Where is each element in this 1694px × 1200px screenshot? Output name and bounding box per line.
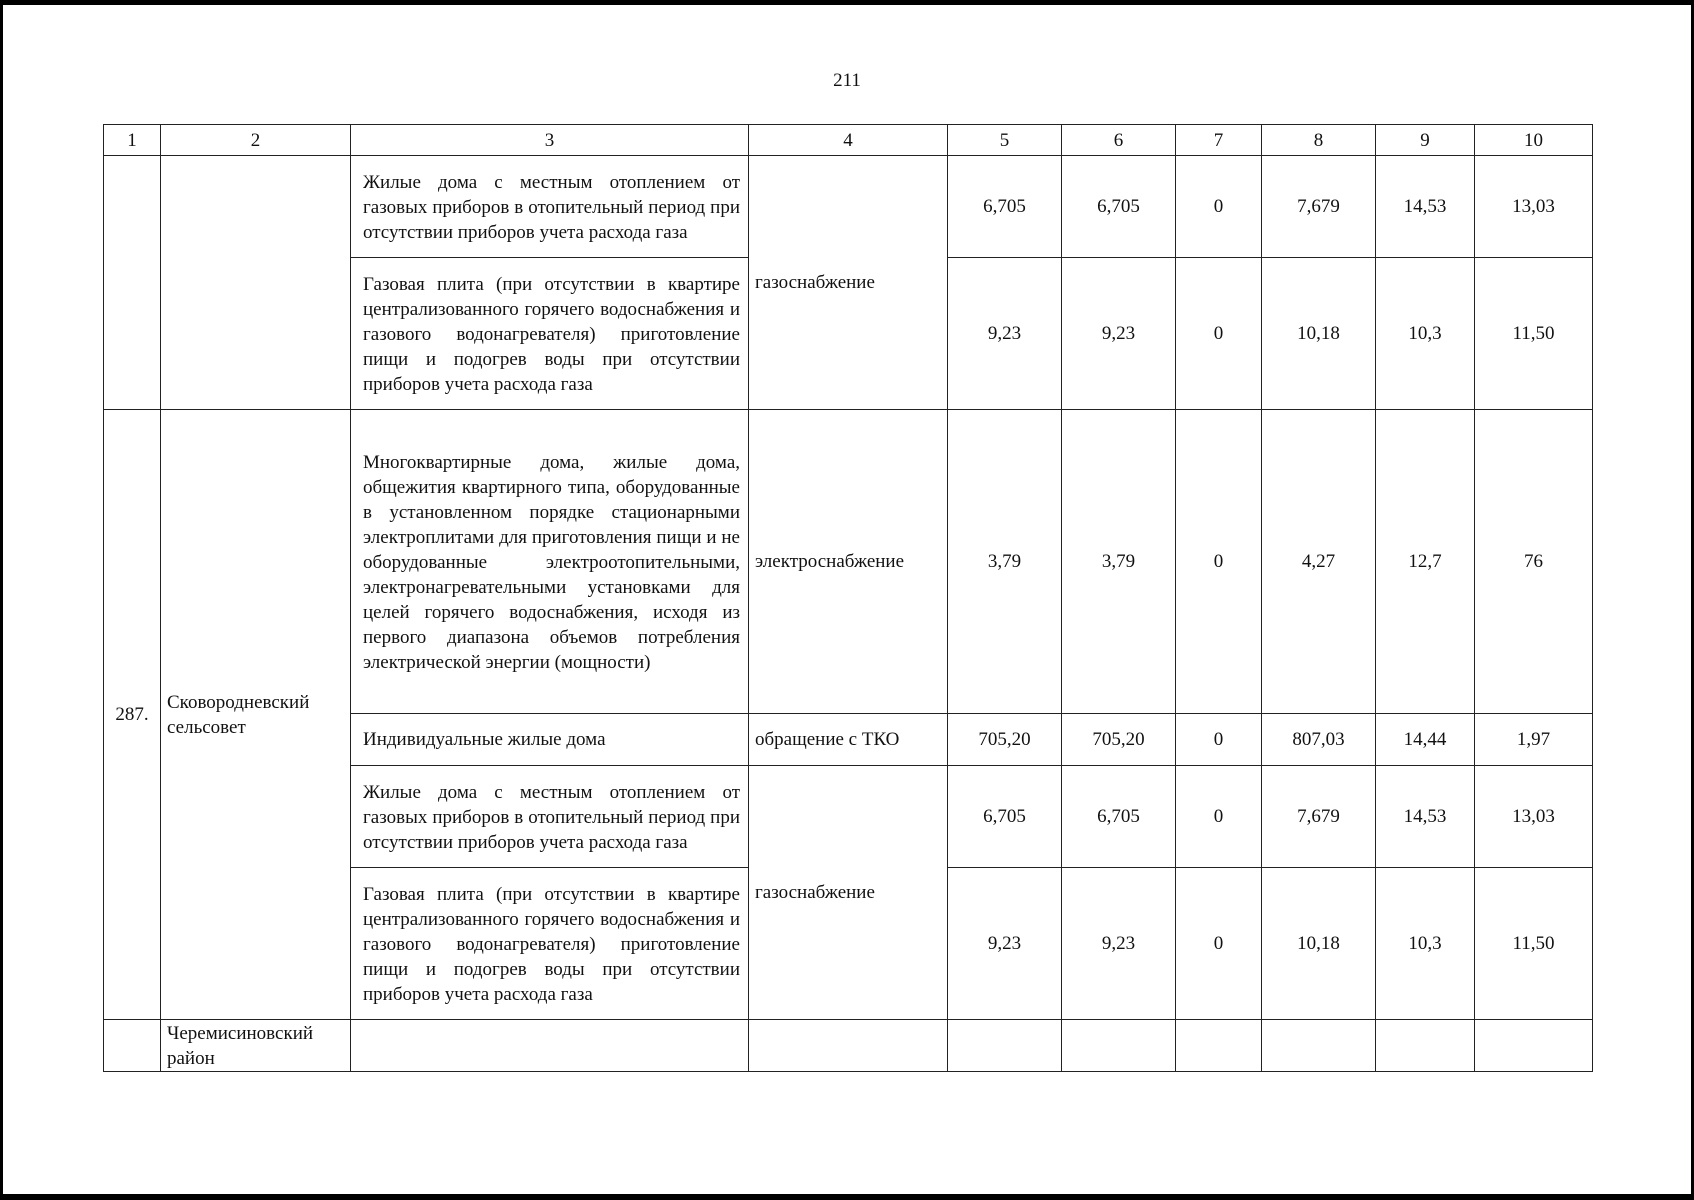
value-cell: 14,53 [1376,156,1475,258]
description-cell: Жилые дома с местным отоплением от газовых приборов в отопительный период при отсутствии приборов учета расхода газа [351,766,749,868]
municipality-cell: Сковородневский сельсовет [161,410,351,1020]
column-header: 2 [161,125,351,156]
description-cell: Газовая плита (при отсутствии в квартире централизованного горячего водоснабжения и газового водонагревателя) приготовление пищи и подогрев воды при отсутствии приборов учета расхода газа [351,258,749,410]
table-row [104,156,1593,258]
column-header: 9 [1376,125,1475,156]
value-cell: 0 [1176,410,1262,714]
value-cell: 807,03 [1262,714,1376,766]
value-cell: 7,679 [1262,766,1376,868]
value-cell: 9,23 [948,258,1062,410]
empty-cell [1475,1020,1593,1072]
column-header: 10 [1475,125,1593,156]
value-cell: 6,705 [948,156,1062,258]
value-cell: 3,79 [948,410,1062,714]
service-cell: электроснабжение [749,410,948,714]
empty-cell [1176,1020,1262,1072]
row-number-cell [104,156,161,410]
value-cell: 705,20 [1062,714,1176,766]
column-header: 4 [749,125,948,156]
value-cell: 11,50 [1475,868,1593,1020]
column-header: 8 [1262,125,1376,156]
value-cell: 10,3 [1376,258,1475,410]
service-cell: газоснабжение [749,766,948,1020]
value-cell: 13,03 [1475,156,1593,258]
value-cell: 0 [1176,258,1262,410]
row-number-cell [104,1020,161,1072]
value-cell: 9,23 [948,868,1062,1020]
description-cell: Многоквартирные дома, жилые дома, общежития квартирного типа, оборудованные в установленном порядке стационарными электроплитами для приготовления пищи и не оборудованные электроотопительными, электронагревательными установками для целей горячего водоснабжения, исходя из первого диапазона объемов потребления электрической энергии (мощности) [351,410,749,714]
district-cell: Черемисиновский район [161,1020,351,1072]
table-row [104,410,1593,714]
value-cell: 9,23 [1062,258,1176,410]
value-cell: 0 [1176,156,1262,258]
value-cell: 76 [1475,410,1593,714]
value-cell: 6,705 [1062,766,1176,868]
empty-cell [1062,1020,1176,1072]
value-cell: 9,23 [1062,868,1176,1020]
column-header: 1 [104,125,161,156]
description-cell: Индивидуальные жилые дома [351,714,749,766]
value-cell: 13,03 [1475,766,1593,868]
page-number: 211 [833,70,861,91]
column-header-row [104,125,1593,156]
column-header: 5 [948,125,1062,156]
value-cell: 11,50 [1475,258,1593,410]
column-header: 6 [1062,125,1176,156]
value-cell: 12,7 [1376,410,1475,714]
value-cell: 10,3 [1376,868,1475,1020]
column-header: 3 [351,125,749,156]
value-cell: 10,18 [1262,868,1376,1020]
value-cell: 6,705 [1062,156,1176,258]
column-header: 7 [1176,125,1262,156]
value-cell: 6,705 [948,766,1062,868]
empty-cell [1262,1020,1376,1072]
empty-cell [351,1020,749,1072]
empty-cell [948,1020,1062,1072]
empty-cell [1376,1020,1475,1072]
tariff-table [103,124,1593,1072]
value-cell: 1,97 [1475,714,1593,766]
value-cell: 0 [1176,868,1262,1020]
value-cell: 4,27 [1262,410,1376,714]
value-cell: 10,18 [1262,258,1376,410]
service-cell: обращение с ТКО [749,714,948,766]
table-row [104,1020,1593,1072]
value-cell: 3,79 [1062,410,1176,714]
row-number-cell: 287. [104,410,161,1020]
value-cell: 0 [1176,766,1262,868]
value-cell: 0 [1176,714,1262,766]
value-cell: 7,679 [1262,156,1376,258]
description-cell: Жилые дома с местным отоплением от газовых приборов в отопительный период при отсутствии приборов учета расхода газа [351,156,749,258]
value-cell: 14,53 [1376,766,1475,868]
service-cell: газоснабжение [749,156,948,410]
municipality-cell [161,156,351,410]
description-cell: Газовая плита (при отсутствии в квартире централизованного горячего водоснабжения и газового водонагревателя) приготовление пищи и подогрев воды при отсутствии приборов учета расхода газа [351,868,749,1020]
value-cell: 705,20 [948,714,1062,766]
value-cell: 14,44 [1376,714,1475,766]
empty-cell [749,1020,948,1072]
